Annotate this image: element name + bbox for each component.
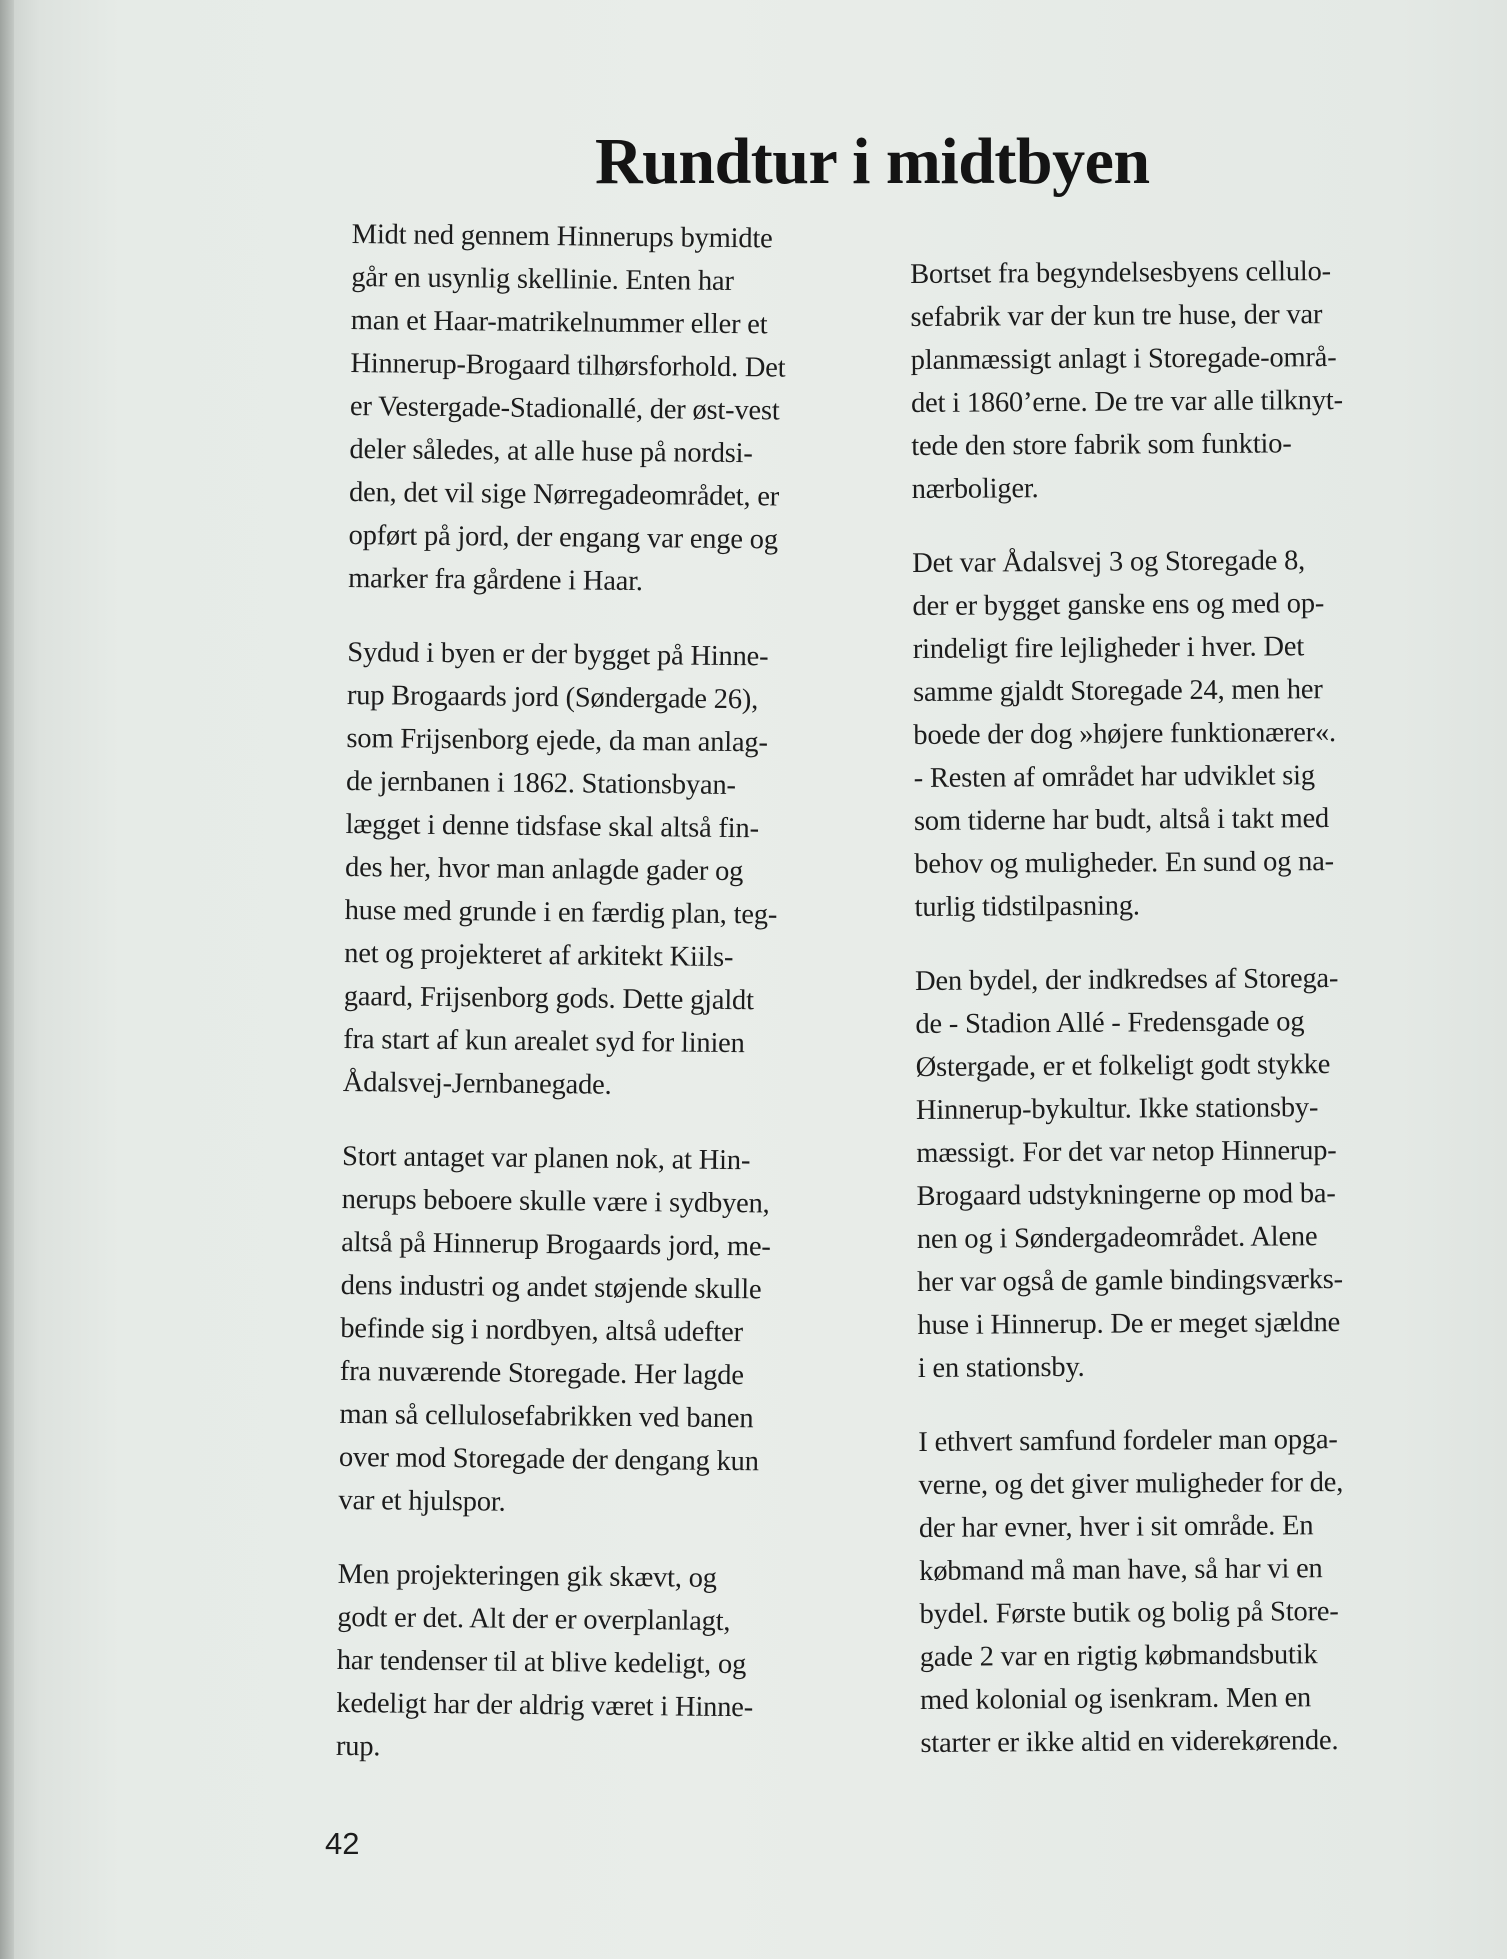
text-line: over mod Storegade der dengang kun: [338, 1441, 759, 1478]
text-line: deler således, at alle huse på nordsi-: [349, 433, 753, 470]
text-line: er Vestergade-Stadionallé, der øst-vest: [349, 390, 780, 427]
text-line: turlig tidstilpasning.: [914, 890, 1140, 923]
paragraph: [348, 213, 872, 605]
text-line: Men projekteringen gik skævt, og: [337, 1558, 717, 1594]
text-line: huse med grunde i en færdig plan, teg-: [344, 894, 778, 931]
text-line: Sydud i byen er der bygget på Hinne-: [347, 636, 769, 673]
page-number: 42: [325, 1826, 360, 1861]
text-line: de - Stadion Allé - Fredensgade og: [915, 1006, 1305, 1040]
text-line: befinde sig i nordbyen, altså udefter: [340, 1312, 744, 1349]
text-line: med kolonial og isenkram. Men en: [919, 1682, 1312, 1716]
text-line: her var også de gamle bindingsværks-: [917, 1264, 1344, 1298]
text-line: man så cellulosefabrikken ved banen: [339, 1398, 754, 1435]
text-line: Midt ned gennem Hinnerups bymidte: [351, 218, 773, 255]
text-line: Brogaard udstykningerne op mod ba-: [916, 1178, 1336, 1212]
text-line: boede der dog »højere funktionærer«.: [913, 717, 1337, 751]
text-line: rup Brogaards jord (Søndergade 26),: [346, 679, 759, 716]
text-line: dens industri og andet støjende skulle: [340, 1269, 762, 1306]
text-line: der er bygget ganske ens og med op-: [912, 588, 1325, 622]
paragraph: [912, 538, 1435, 929]
text-line: fra start af kun arealet syd for linien: [343, 1023, 745, 1060]
text-line: opført på jord, der engang var enge og: [348, 519, 779, 556]
paragraph: [336, 1553, 858, 1773]
text-line: går en usynlig skellinie. Enten har: [351, 261, 734, 298]
text-line: man et Haar-matrikelnummer eller et: [350, 304, 768, 341]
text-line: nærboliger.: [911, 473, 1039, 505]
text-line: de jernbanen i 1862. Stationsbyan-: [345, 765, 736, 802]
text-line: des her, hvor man anlagde gader og: [344, 851, 744, 888]
text-line: Den bydel, der indkredses af Storega-: [914, 963, 1339, 997]
text-line: Det var Ådalsvej 3 og Storegade 8,: [912, 545, 1306, 579]
text-line: I ethvert samfund fordeler man opga-: [918, 1424, 1338, 1458]
text-line: nerups beboere skulle være i sydbyen,: [341, 1183, 770, 1220]
text-line: kedeligt har der aldrig været i Hinne-: [336, 1687, 754, 1724]
text-line: det i 1860’erne. De tre var alle tilknyt-: [910, 384, 1343, 419]
text-line: har tendenser til at blive kedeligt, og: [336, 1644, 747, 1681]
text-line: som tiderne har budt, altså i takt med: [913, 803, 1330, 837]
text-line: lægget i denne tidsfase skal altså fin-: [345, 808, 760, 845]
page-title: Rundtur i midtbyen: [595, 125, 1150, 198]
text-line: der har evner, hver i sit område. En: [918, 1510, 1314, 1544]
left-text-column: [335, 213, 872, 1804]
text-line: Hinnerup-Brogaard tilhørsforhold. Det: [350, 347, 786, 384]
text-line: nen og i Søndergadeområdet. Alene: [916, 1221, 1318, 1255]
text-line: sefabrik var der kun tre huse, der var: [910, 299, 1323, 333]
text-line: marker fra gårdene i Haar.: [348, 562, 643, 598]
text-line: verne, og det giver muligheder for de,: [918, 1467, 1344, 1501]
text-line: som Frijsenborg ejede, da man anlag-: [346, 722, 768, 759]
text-line: samme gjaldt Storegade 24, men her: [912, 674, 1323, 708]
text-line: net og projekteret af arkitekt Kiils-: [344, 937, 734, 974]
text-line: mæssigt. For det var netop Hinnerup-: [916, 1135, 1337, 1169]
text-line: - Resten af området har udviklet sig: [913, 760, 1315, 794]
text-line: Hinnerup-bykultur. Ikke stationsby-: [915, 1092, 1319, 1126]
text-line: tede den store fabrik som funktio-: [911, 428, 1292, 462]
text-line: rindeligt fire lejligheder i hver. Det: [912, 631, 1305, 665]
page-gutter: [0, 0, 14, 1959]
text-line: den, det vil sige Nørregadeområdet, er: [348, 476, 780, 513]
text-line: Bortset fra begyndelsesbyens cellulo-: [910, 256, 1332, 290]
text-line: var et hjulspor.: [338, 1484, 506, 1518]
text-line: købmand må man have, så har vi en: [919, 1553, 1323, 1587]
text-line: planmæssigt anlagt i Storegade-områ-: [910, 342, 1337, 376]
text-line: i en stationsby.: [917, 1351, 1085, 1384]
right-text-column: [910, 249, 1441, 1796]
text-line: Stort antaget var planen nok, at Hin-: [341, 1140, 751, 1177]
text-line: bydel. Første butik og bolig på Store-: [919, 1596, 1339, 1630]
paragraph: [915, 956, 1438, 1390]
paragraph: [910, 249, 1432, 511]
text-line: rup.: [335, 1730, 381, 1763]
text-line: gaard, Frijsenborg gods. Dette gjaldt: [343, 980, 754, 1017]
text-line: Ådalsvej-Jernbanegade.: [342, 1066, 612, 1101]
text-line: godt er det. Alt der er overplanlagt,: [337, 1601, 731, 1638]
text-line: fra nuværende Storegade. Her lagde: [339, 1355, 744, 1392]
text-line: gade 2 var en rigtig købmandsbutik: [919, 1639, 1318, 1673]
text-line: starter er ikke altid en viderekørende.: [920, 1725, 1339, 1759]
text-line: huse i Hinnerup. De er meget sjældne: [917, 1307, 1341, 1341]
text-line: behov og muligheder. En sund og na-: [914, 846, 1335, 880]
text-line: Østergade, er et folkeligt godt stykke: [915, 1049, 1331, 1083]
paragraph: [918, 1417, 1440, 1765]
paragraph: [343, 631, 868, 1109]
text-line: altså på Hinnerup Brogaards jord, me-: [341, 1226, 771, 1263]
paragraph: [338, 1135, 862, 1527]
